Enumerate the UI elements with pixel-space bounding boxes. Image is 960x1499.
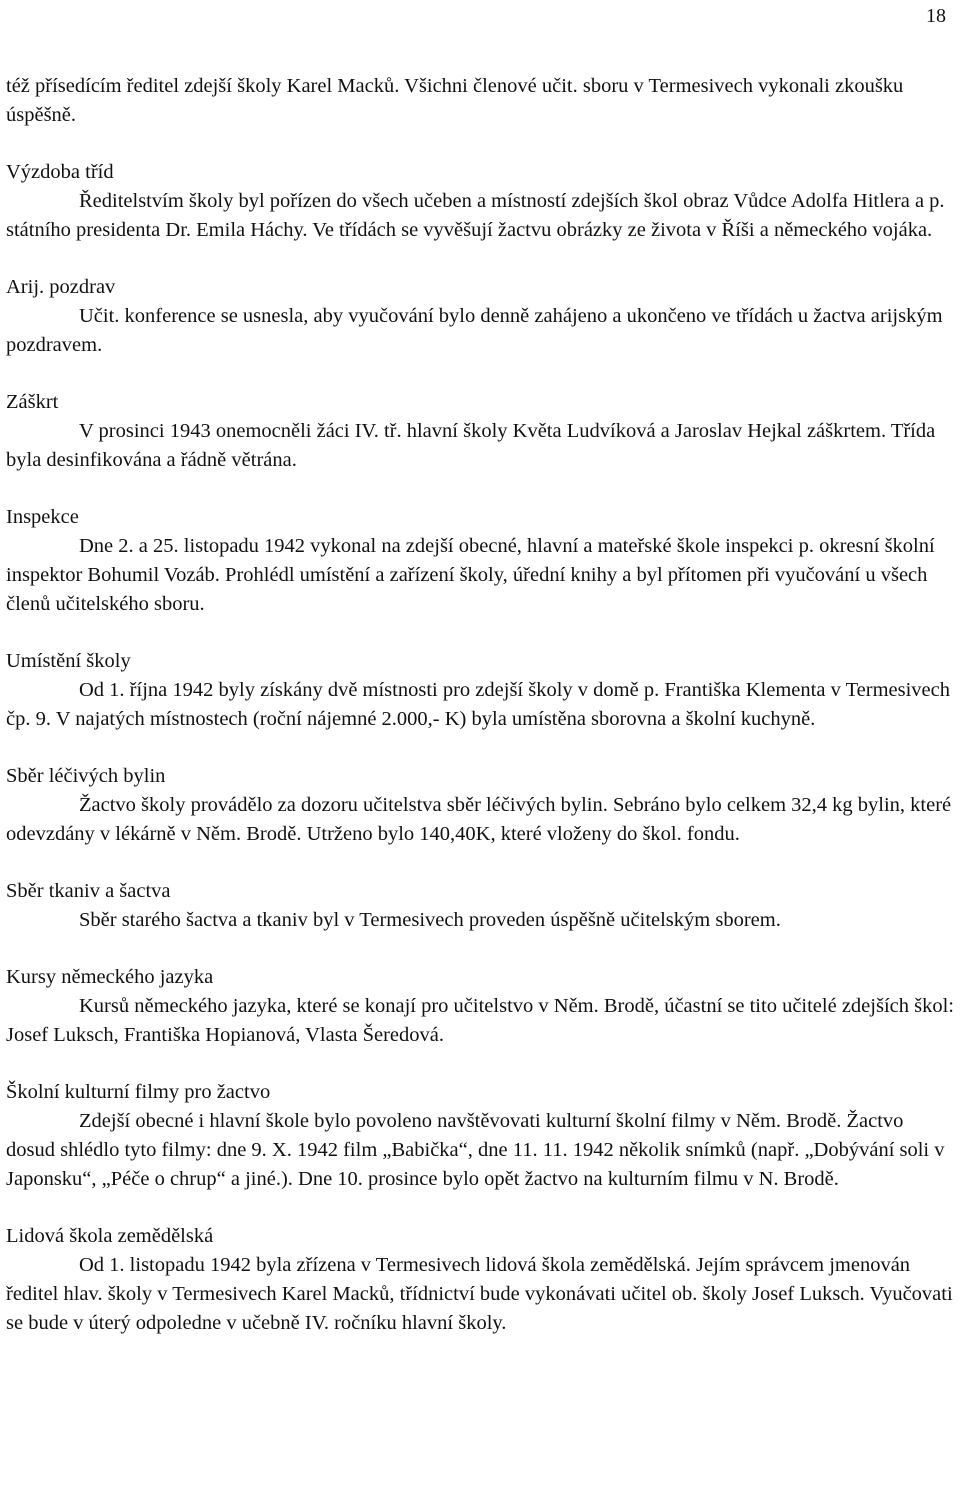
- section-body: Učit. konference se usnesla, aby vyučování bylo denně zahájeno a ukončeno ve třídách u žactva arijským pozdravem.: [6, 305, 943, 356]
- section-heading: Umístění školy: [6, 650, 131, 672]
- document-body: [6, 72, 954, 1366]
- section-zaskrt: [6, 388, 954, 475]
- section-heading: Arij. pozdrav: [6, 276, 116, 298]
- section-body: Zdejší obecné i hlavní škole bylo povoleno navštěvovati kulturní školní filmy v Něm. Brodě. Žactvo dosud shlédlo tyto filmy: dne 9. X. 1942 film „Babička“, dne 11. 11. 1942 několik snímků (např. „Dobývání soli v Japonsku“, „Péče o chrup“ a jiné.). Dne 10. prosince bylo opět žactvo na kulturním filmu v N. Brodě.: [6, 1110, 945, 1190]
- section-umisteni-skoly: [6, 647, 954, 734]
- section-heading: Inspekce: [6, 506, 79, 528]
- section-body: Od 1. října 1942 byly získány dvě místnosti pro zdejší školy v domě p. Františka Klementa v Termesivech čp. 9. V najatých místnostech (roční nájemné 2.000,- K) byla umístěna sborovna a školní kuchyně.: [6, 679, 950, 730]
- section-arij-pozdrav: [6, 273, 954, 360]
- section-body: V prosinci 1943 onemocněli žáci IV. tř. hlavní školy Květa Ludvíková a Jaroslav Hejkal záškrtem. Třída byla desinfikována a řádně větrána.: [6, 420, 936, 471]
- section-body: Dne 2. a 25. listopadu 1942 vykonal na zdejší obecné, hlavní a mateřské škole inspekci p. okresní školní inspektor Bohumil Vozáb. Prohlédl umístění a zařízení školy, úřední knihy a byl přítomen při vyučování u všech členů učitelského sboru.: [6, 535, 935, 615]
- intro-paragraph: též přísedícím ředitel zdejší školy Karel Macků. Všichni členové učit. sboru v Termesivech vykonali zkoušku úspěšně.: [6, 75, 904, 126]
- section-body: Od 1. listopadu 1942 byla zřízena v Termesivech lidová škola zemědělská. Jejím správcem jmenován ředitel hlav. školy v Termesivech Karel Macků, třídnictví bude vykonávati učitel ob. školy Josef Luksch. Vyučovati se bude v úterý odpoledne v učebně IV. ročníku hlavní školy.: [6, 1254, 953, 1334]
- section-heading: Sběr léčivých bylin: [6, 765, 166, 787]
- section-lidova-skola-zemedelska: [6, 1222, 954, 1338]
- section-skolni-kulturni-filmy: [6, 1078, 954, 1194]
- section-body: Sběr starého šactva a tkaniv byl v Termesivech proveden úspěšně učitelským sborem.: [79, 909, 781, 931]
- section-body: Kursů německého jazyka, které se konají pro učitelstvo v Něm. Brodě, účastní se tito učitelé zdejších škol: Josef Luksch, Františka Hopianová, Vlasta Šeredová.: [6, 995, 954, 1046]
- section-kursy-nemeckeho-jazyka: [6, 963, 954, 1050]
- section-sber-lecivych-bylin: [6, 762, 954, 849]
- section-heading: Sběr tkaniv a šactva: [6, 880, 171, 902]
- section-inspekce: [6, 503, 954, 619]
- section-heading: Kursy německého jazyka: [6, 966, 214, 988]
- section-body: Žactvo školy provádělo za dozoru učitelstva sběr léčivých bylin. Sebráno bylo celkem 32,4 kg bylin, které odevzdány v lékárně v Něm. Brodě. Utrženo bylo 140,40K, které vloženy do škol. fondu.: [6, 794, 952, 845]
- section-sber-tkaniv: [6, 877, 954, 935]
- section-vyzdoba-trid: [6, 158, 954, 245]
- page-number: 18: [926, 5, 946, 27]
- section-heading: Lidová škola zemědělská: [6, 1225, 214, 1247]
- section-heading: Záškrt: [6, 391, 59, 413]
- section-heading: Školní kulturní filmy pro žactvo: [6, 1081, 271, 1103]
- section-body: Ředitelstvím školy byl pořízen do všech učeben a místností zdejších škol obraz Vůdce Adolfa Hitlera a p. státního presidenta Dr. Emila Háchy. Ve třídách se vyvěšují žactvu obrázky ze života v Říši a německého vojáka.: [6, 190, 945, 241]
- section-heading: Výzdoba tříd: [6, 161, 114, 183]
